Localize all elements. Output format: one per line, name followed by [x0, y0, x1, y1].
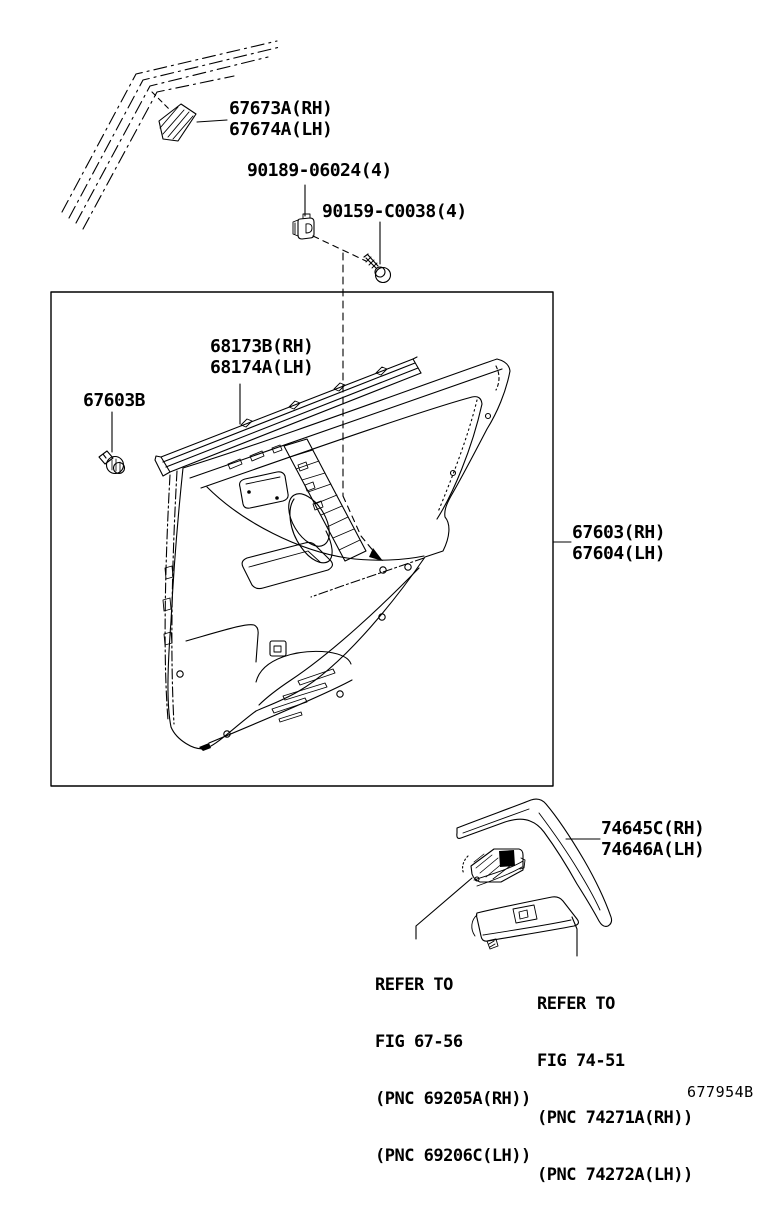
- refer-note-switch: [375, 938, 531, 1204]
- door-trim-panel-part: [163, 359, 510, 751]
- retainer-clip-part: [293, 185, 314, 239]
- label-armrest-lh: 74646A(LH): [601, 839, 705, 860]
- screw-part: [364, 222, 391, 283]
- label-trim-clip: 67603B: [83, 390, 146, 411]
- refer-note-switch-line: FIG 67-56: [375, 1032, 463, 1052]
- trim-clip-part: [99, 412, 125, 474]
- refer-note-switch-line: (PNC 69206C(LH)): [375, 1146, 531, 1166]
- label-corner-cover-rh: 67673A(RH): [229, 98, 333, 119]
- refer-note-switch-line: REFER TO: [375, 975, 453, 995]
- label-door-panel-rh: 67603(RH): [572, 522, 666, 543]
- figure-code: 677954B: [687, 1083, 754, 1101]
- label-corner-cover-lh: 67674A(LH): [229, 119, 333, 140]
- refer-note-ornament: [537, 957, 693, 1223]
- label-weatherstrip-lh: 68174A(LH): [210, 357, 314, 378]
- refer-note-ornament-line: (PNC 74271A(RH)): [537, 1108, 693, 1128]
- label-retainer-clip: 90189-06024(4): [247, 160, 392, 181]
- switch-assembly-part: [416, 849, 525, 939]
- label-screw: 90159-C0038(4): [322, 201, 467, 222]
- corner-cover-part: [159, 104, 227, 141]
- label-door-panel-lh: 67604(LH): [572, 543, 666, 564]
- refer-note-ornament-line: REFER TO: [537, 994, 615, 1014]
- refer-note-switch-line: (PNC 69205A(RH)): [375, 1089, 531, 1109]
- refer-note-ornament-line: (PNC 74272A(LH)): [537, 1165, 693, 1185]
- refer-note-ornament-line: FIG 74-51: [537, 1051, 625, 1071]
- label-armrest-rh: 74645C(RH): [601, 818, 705, 839]
- label-weatherstrip-rh: 68173B(RH): [210, 336, 314, 357]
